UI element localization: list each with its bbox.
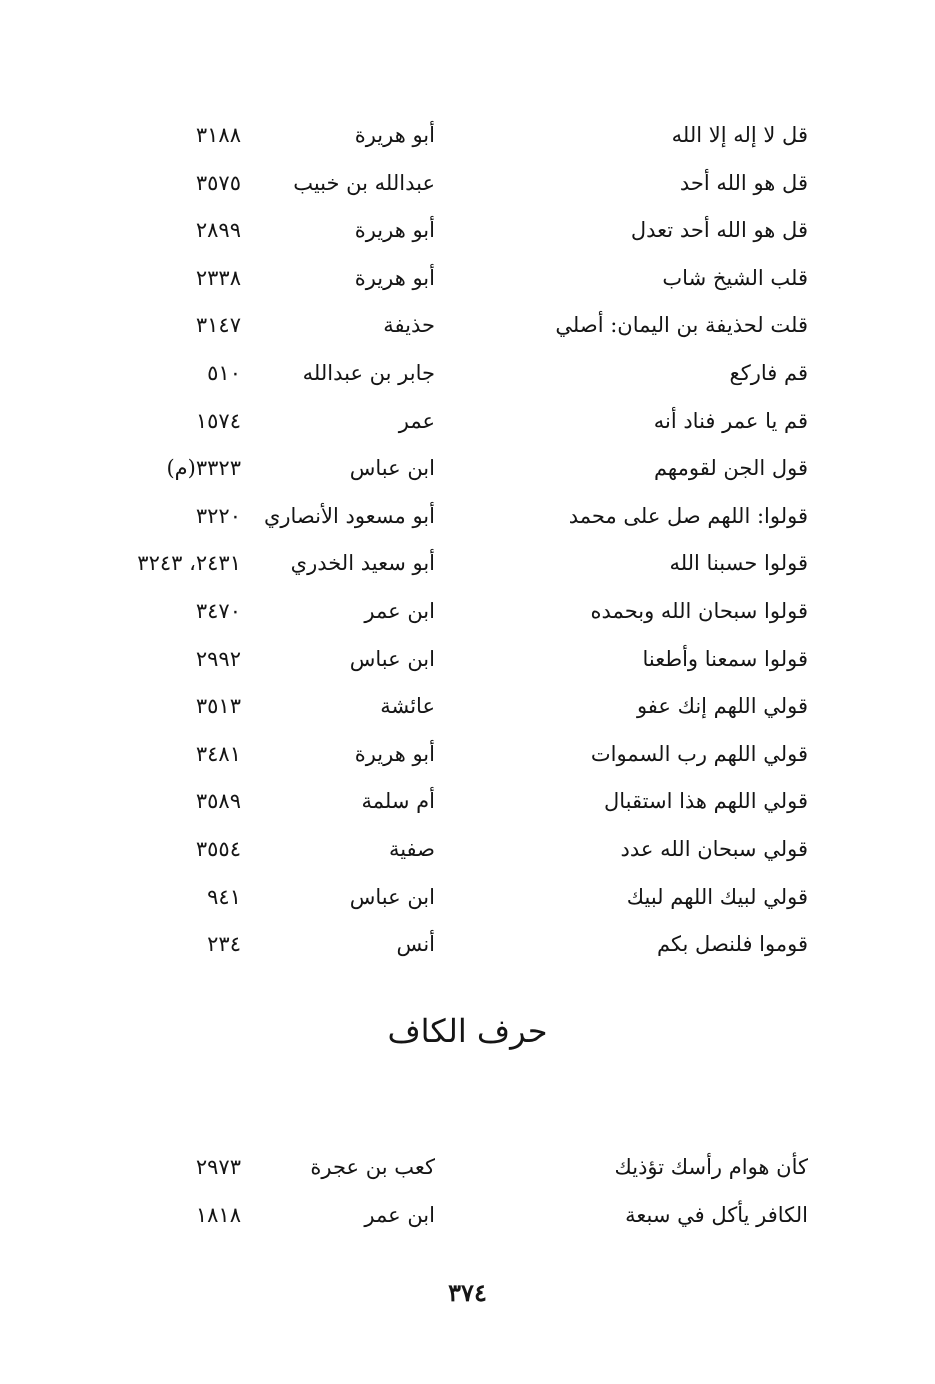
- index-entry-row: [0, 163, 935, 203]
- entry-narrator: حذيفة: [383, 313, 435, 338]
- index-entry-row: [0, 1147, 935, 1187]
- entry-narrator: ابن عباس: [349, 456, 435, 481]
- entry-phrase: قل هو الله أحد تعدل: [630, 218, 808, 243]
- entry-phrase: قولي اللهم إنك عفو: [636, 694, 808, 719]
- entry-phrase: قول الجن لقومهم: [653, 456, 808, 481]
- entry-narrator: عمر: [398, 408, 435, 433]
- entry-narrator: أبو هريرة: [354, 741, 435, 766]
- index-entry-row: [0, 734, 935, 774]
- entry-narrator: أم سلمة: [361, 789, 435, 814]
- index-entry-row: [0, 496, 935, 536]
- entry-number: ٢٨٩٩: [195, 218, 241, 243]
- entry-phrase: قلت لحذيفة بن اليمان: أصلي: [555, 313, 808, 338]
- entry-number: ٣٥١٣: [195, 694, 241, 719]
- index-entry-row: [0, 591, 935, 631]
- entry-number: ٩٤١: [207, 884, 241, 909]
- entry-phrase: الكافر يأكل في سبعة: [625, 1203, 808, 1227]
- entry-phrase: قولي اللهم رب السموات: [590, 741, 808, 766]
- entry-phrase: قولي لبيك اللهم لبيك: [626, 884, 808, 909]
- entry-phrase: قل لا إله إلا الله: [671, 123, 808, 147]
- entry-phrase: قوموا فلنصل بكم: [656, 932, 808, 957]
- entry-number: ٢٩٧٣: [195, 1155, 241, 1179]
- entry-narrator: كعب بن عجرة: [310, 1155, 435, 1179]
- index-entry-row: [0, 1195, 935, 1235]
- index-entry-row: [0, 258, 935, 298]
- entry-phrase: قولوا: اللهم صل على محمد: [568, 503, 808, 528]
- index-entry-row: [0, 353, 935, 393]
- index-entry-row: [0, 877, 935, 917]
- entry-number: ١٥٧٤: [195, 408, 241, 433]
- entry-number: ٢٤٣١، ٣٢٤٣: [137, 551, 241, 576]
- index-entry-row: [0, 639, 935, 679]
- index-entry-row: [0, 781, 935, 821]
- index-entry-row: [0, 401, 935, 441]
- entry-phrase: قم فاركع: [729, 361, 808, 385]
- index-entry-row: [0, 210, 935, 250]
- entry-narrator: عائشة: [380, 694, 435, 719]
- entry-narrator: أبو هريرة: [354, 123, 435, 147]
- entry-number: ٣٣٢٣(م): [166, 456, 241, 481]
- section-heading: حرف الكاف: [387, 1012, 548, 1050]
- entry-narrator: أبو سعيد الخدري: [290, 551, 435, 576]
- entry-phrase: قل هو الله أحد: [679, 170, 808, 195]
- index-entry-row: [0, 115, 935, 155]
- entry-narrator: أنس: [396, 932, 435, 957]
- entry-phrase: قلب الشيخ شاب: [662, 265, 808, 290]
- entry-narrator: ابن عباس: [349, 884, 435, 909]
- entry-narrator: أبو مسعود الأنصاري: [263, 503, 435, 528]
- page-number: ٣٧٤: [448, 1278, 487, 1307]
- entry-number: ٢٩٩٢: [195, 646, 241, 671]
- entry-number: ٣١٤٧: [195, 313, 241, 338]
- index-entry-row: [0, 543, 935, 583]
- entry-narrator: ابن عمر: [364, 599, 435, 623]
- entry-number: ١٨١٨: [195, 1203, 241, 1227]
- entry-phrase: قولوا سمعنا وأطعنا: [642, 646, 808, 671]
- entry-phrase: قولوا حسبنا الله: [669, 551, 808, 576]
- entry-number: ٣١٨٨: [195, 123, 241, 147]
- entry-phrase: قولي سبحان الله عدد: [620, 837, 808, 861]
- entry-phrase: قولي اللهم هذا استقبال: [604, 789, 808, 814]
- entry-narrator: جابر بن عبدالله: [302, 361, 435, 385]
- index-entry-row: [0, 686, 935, 726]
- entry-narrator: ابن عمر: [364, 1203, 435, 1227]
- index-entry-row: [0, 305, 935, 345]
- entry-number: ٣٤٧٠: [195, 599, 241, 623]
- entry-phrase: قم يا عمر فناد أنه: [653, 408, 808, 433]
- entry-number: ٣٥٥٤: [195, 837, 241, 861]
- index-entry-row: [0, 829, 935, 869]
- entry-narrator: صفية: [388, 837, 435, 861]
- entry-phrase: قولوا سبحان الله وبحمده: [590, 599, 808, 623]
- entry-narrator: عبدالله بن خبيب: [293, 170, 435, 195]
- entry-number: ٣٤٨١: [195, 741, 241, 766]
- index-entry-row: [0, 448, 935, 488]
- entry-number: ٣٥٨٩: [195, 789, 241, 814]
- entry-number: ٣٥٧٥: [195, 170, 241, 195]
- entry-number: ٢٣٤: [207, 932, 241, 957]
- entry-number: ٣٢٢٠: [195, 503, 241, 528]
- entry-phrase: كأن هوام رأسك تؤذيك: [614, 1155, 808, 1179]
- index-entry-row: [0, 924, 935, 964]
- entry-narrator: أبو هريرة: [354, 265, 435, 290]
- entry-narrator: أبو هريرة: [354, 218, 435, 243]
- entry-number: ٥١٠: [207, 361, 241, 385]
- entry-number: ٢٣٣٨: [195, 265, 241, 290]
- entry-narrator: ابن عباس: [349, 646, 435, 671]
